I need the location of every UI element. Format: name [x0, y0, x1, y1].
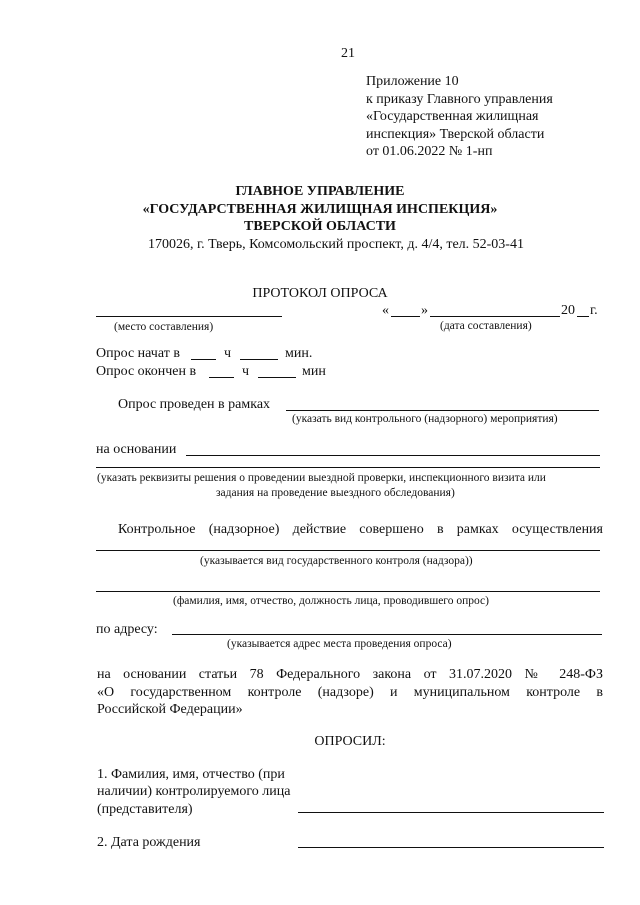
field-1-input-line[interactable]	[298, 812, 604, 813]
start-minute-unit: мин.	[285, 346, 313, 361]
appendix-line: Приложение 10	[366, 74, 459, 89]
end-time-label: Опрос окончен в	[96, 364, 197, 379]
field-2-input-line[interactable]	[298, 847, 604, 848]
place-field-line[interactable]	[96, 316, 282, 317]
appendix-line: инспекция» Тверской области	[366, 127, 545, 142]
framework-caption: (указать вид контрольного (надзорного) мероприятия)	[292, 413, 558, 425]
legal-basis-line: на основании статьи 78 Федерального закона от 31.07.2020 № 248-ФЗ	[97, 667, 603, 682]
end-minute-unit: мин	[302, 364, 326, 379]
start-time-label: Опрос начат в	[96, 346, 180, 361]
start-minute-field[interactable]	[240, 359, 278, 360]
end-minute-field[interactable]	[258, 377, 296, 378]
basis-field-line-2[interactable]	[96, 467, 600, 468]
org-address: 170026, г. Тверь, Комсомольский проспект, д. 4/4, тел. 52-03-41	[148, 237, 524, 252]
month-field-line[interactable]	[430, 316, 560, 317]
inspector-field-line[interactable]	[96, 591, 600, 592]
control-type-field-line[interactable]	[96, 550, 600, 551]
document-title: ПРОТОКОЛ ОПРОСА	[252, 286, 388, 301]
end-hour-field[interactable]	[209, 377, 234, 378]
appendix-line: к приказу Главного управления	[366, 92, 553, 107]
quote-close: »	[421, 303, 428, 318]
address-field-line[interactable]	[172, 634, 602, 635]
org-name-line: «ГОСУДАРСТВЕННАЯ ЖИЛИЩНАЯ ИНСПЕКЦИЯ»	[142, 202, 498, 217]
start-hour-field[interactable]	[191, 359, 216, 360]
basis-field-line[interactable]	[186, 455, 600, 456]
year-suffix: г.	[590, 303, 598, 318]
framework-field-line[interactable]	[286, 410, 599, 411]
address-caption: (указывается адрес места проведения опроса)	[227, 638, 452, 650]
legal-basis-line: Российской Федерации»	[97, 702, 243, 717]
basis-caption: задания на проведение выездного обследования)	[216, 487, 455, 499]
date-caption: (дата составления)	[440, 320, 532, 332]
appendix-line: от 01.06.2022 № 1-нп	[366, 144, 493, 159]
field-1-label: (представителя)	[97, 802, 193, 817]
day-field-line[interactable]	[391, 316, 420, 317]
address-label: по адресу:	[96, 622, 158, 637]
legal-basis-line: «О государственном контроле (надзоре) и муниципальном контроле в	[97, 685, 603, 700]
inspector-caption: (фамилия, имя, отчество, должность лица, проводившего опрос)	[173, 595, 489, 607]
year-prefix: 20	[561, 303, 575, 318]
hour-unit: ч	[242, 364, 250, 379]
org-name-line: ТВЕРСКОЙ ОБЛАСТИ	[244, 219, 396, 234]
place-caption: (место составления)	[114, 321, 214, 333]
hour-unit: ч	[224, 346, 232, 361]
year-field-line[interactable]	[577, 316, 589, 317]
basis-label: на основании	[96, 442, 177, 457]
basis-caption: (указать реквизиты решения о проведении выездной проверки, инспекционного визита или	[97, 472, 546, 484]
field-1-label: наличии) контролируемого лица	[97, 784, 291, 799]
questioned-heading: ОПРОСИЛ:	[314, 734, 386, 749]
field-1-label: 1. Фамилия, имя, отчество (при	[97, 767, 285, 782]
control-type-caption: (указывается вид государственного контроля (надзора))	[200, 555, 473, 567]
control-action-text: Контрольное (надзорное) действие совершено в рамках осуществления	[118, 522, 603, 537]
appendix-line: «Государственная жилищная	[366, 109, 539, 124]
framework-label: Опрос проведен в рамках	[118, 397, 271, 412]
quote-open: «	[382, 303, 389, 318]
field-2-label: 2. Дата рождения	[97, 835, 201, 850]
org-name-line: ГЛАВНОЕ УПРАВЛЕНИЕ	[235, 184, 405, 199]
page-number: 21	[341, 46, 355, 61]
